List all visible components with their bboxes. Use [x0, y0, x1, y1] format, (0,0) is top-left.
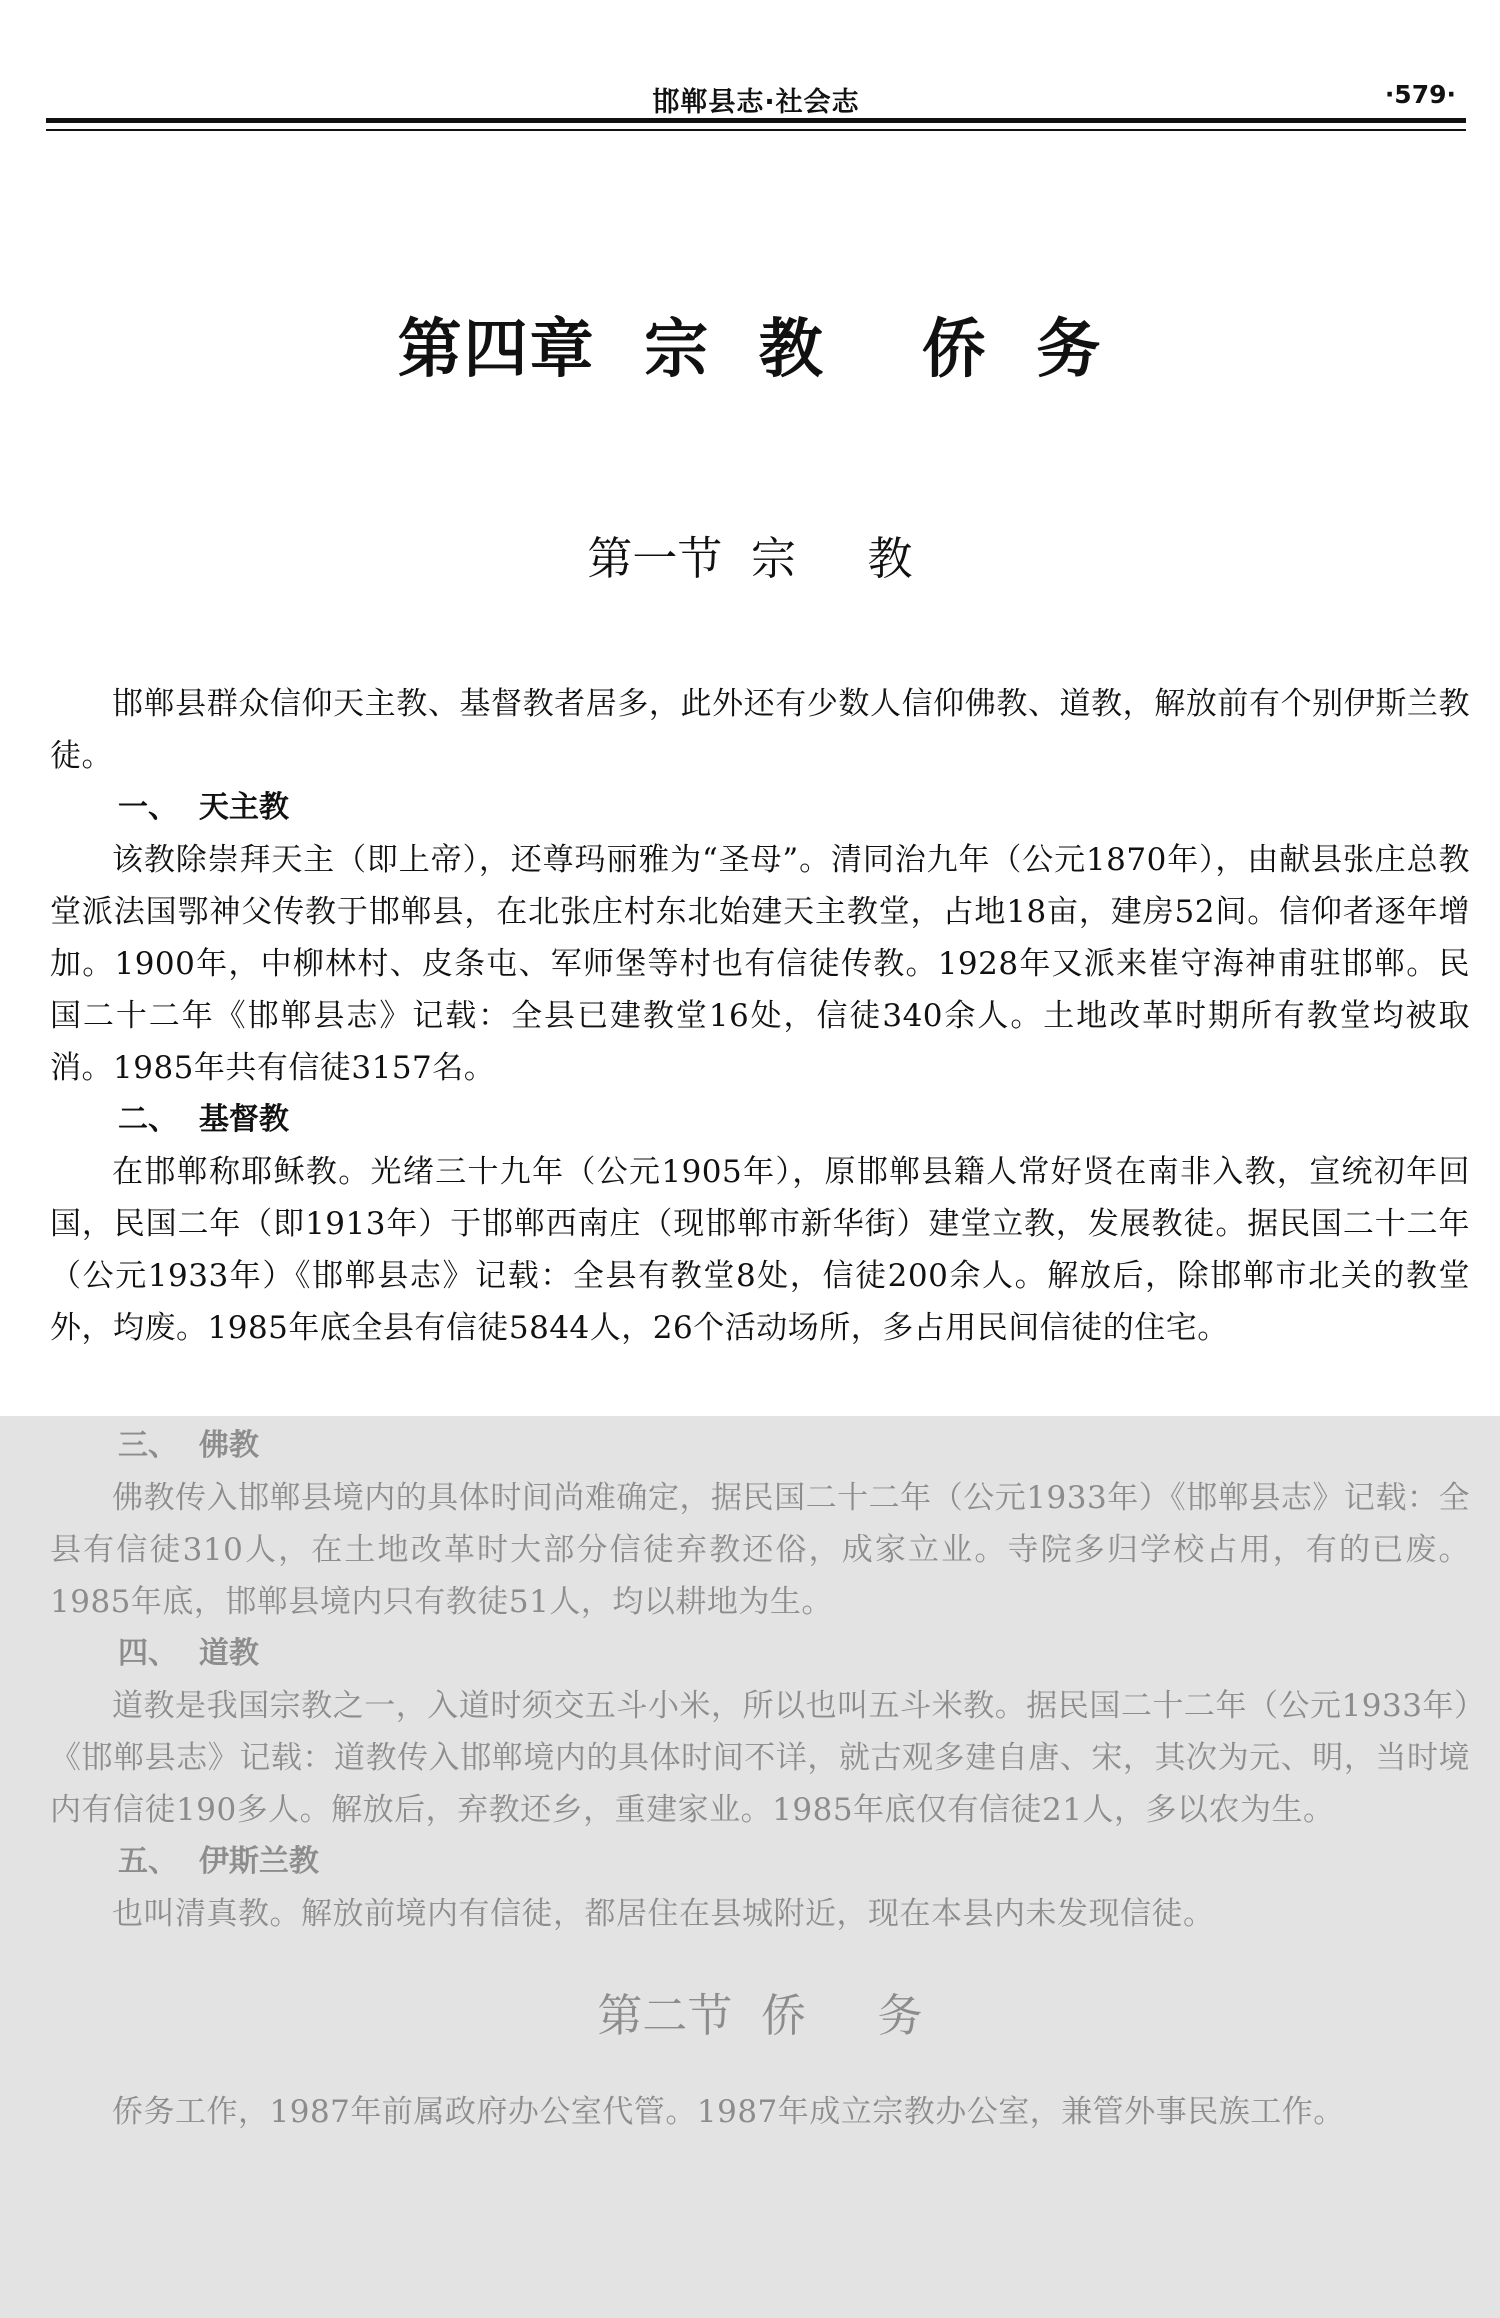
- paragraph-islam: 也叫清真教。解放前境内有信徒，都居住在县城附近，现在本县内未发现信徒。: [112, 1896, 1215, 1932]
- intro-paragraph: 邯郸县群众信仰天主教、基督教者居多，此外还有少数人信仰佛教、道教，解放前有个别伊斯兰教徒。: [50, 686, 1470, 774]
- subheading-taoism: 四、 道教: [118, 1636, 259, 1671]
- running-header: [46, 66, 1466, 126]
- chapter-title: 第四章 宗 教 侨 务: [397, 313, 1103, 387]
- subheading-christian: 二、 基督教: [118, 1102, 289, 1137]
- paragraph-catholic: 该教除崇拜天主（即上帝），还尊玛丽雅为“圣母”。清同治九年（公元1870年），由献县张庄总教堂派法国鄂神父传教于邯郸县，在北张庄村东北始建天主教堂，占地18亩，建房52间。信仰者逐年增加。1900年，中柳林村、皮条屯、军师堡等村也有信徒传教。1928年又派来崔守海神甫驻邯郸。民国二十二年《邯郸县志》记载：全县已建教堂16处，信徒340余人。土地改革时期所有教堂均被取消。1985年共有信徒3157名。: [50, 842, 1470, 1086]
- page-number: ·579·: [1384, 80, 1456, 109]
- subheading-catholic: 一、 天主教: [118, 790, 289, 825]
- header-rule-thin: [46, 129, 1466, 131]
- subheading-islam: 五、 伊斯兰教: [118, 1844, 319, 1879]
- paragraph-christian: 在邯郸称耶稣教。光绪三十九年（公元1905年），原邯郸县籍人常好贤在南非入教，宣统初年回国，民国二年（即1913年）于邯郸西南庄（现邯郸市新华街）建堂立教，发展教徒。据民国二十二年（公元1933年）《邯郸县志》记载：全县有教堂8处，信徒200余人。解放后，除邯郸市北关的教堂外，均废。1985年底全县有信徒5844人，26个活动场所，多占用民间信徒的住宅。: [50, 1154, 1470, 1346]
- header-rule-thick: [46, 118, 1466, 123]
- running-header-title: 邯郸县志·社会志: [652, 87, 860, 118]
- section-title-religion: 第一节 宗 教: [587, 532, 913, 585]
- paragraph-taoism: 道教是我国宗教之一，入道时须交五斗小米，所以也叫五斗米教。据民国二十二年（公元1933年）《邯郸县志》记载：道教传入邯郸境内的具体时间不详，就古观多建自唐、宋，其次为元、明，当时境内有信徒190多人。解放后，弃教还乡，重建家业。1985年底仅有信徒21人，多以农为生。: [50, 1688, 1470, 1828]
- faded-content: [50, 1420, 1470, 2138]
- section-religion-body: [50, 678, 1470, 1354]
- section-title-overseas-affairs: 第二节 侨 务: [597, 1989, 923, 2042]
- paragraph-overseas-affairs: 侨务工作，1987年前属政府办公室代管。1987年成立宗教办公室，兼管外事民族工作。: [112, 2094, 1345, 2130]
- subheading-buddhism: 三、 佛教: [118, 1428, 259, 1463]
- paragraph-buddhism: 佛教传入邯郸县境内的具体时间尚难确定，据民国二十二年（公元1933年）《邯郸县志》记载：全县有信徒310人，在土地改革时大部分信徒弃教还俗，成家立业。寺院多归学校占用，有的已废。1985年底，邯郸县境内只有教徒51人，均以耕地为生。: [50, 1480, 1470, 1620]
